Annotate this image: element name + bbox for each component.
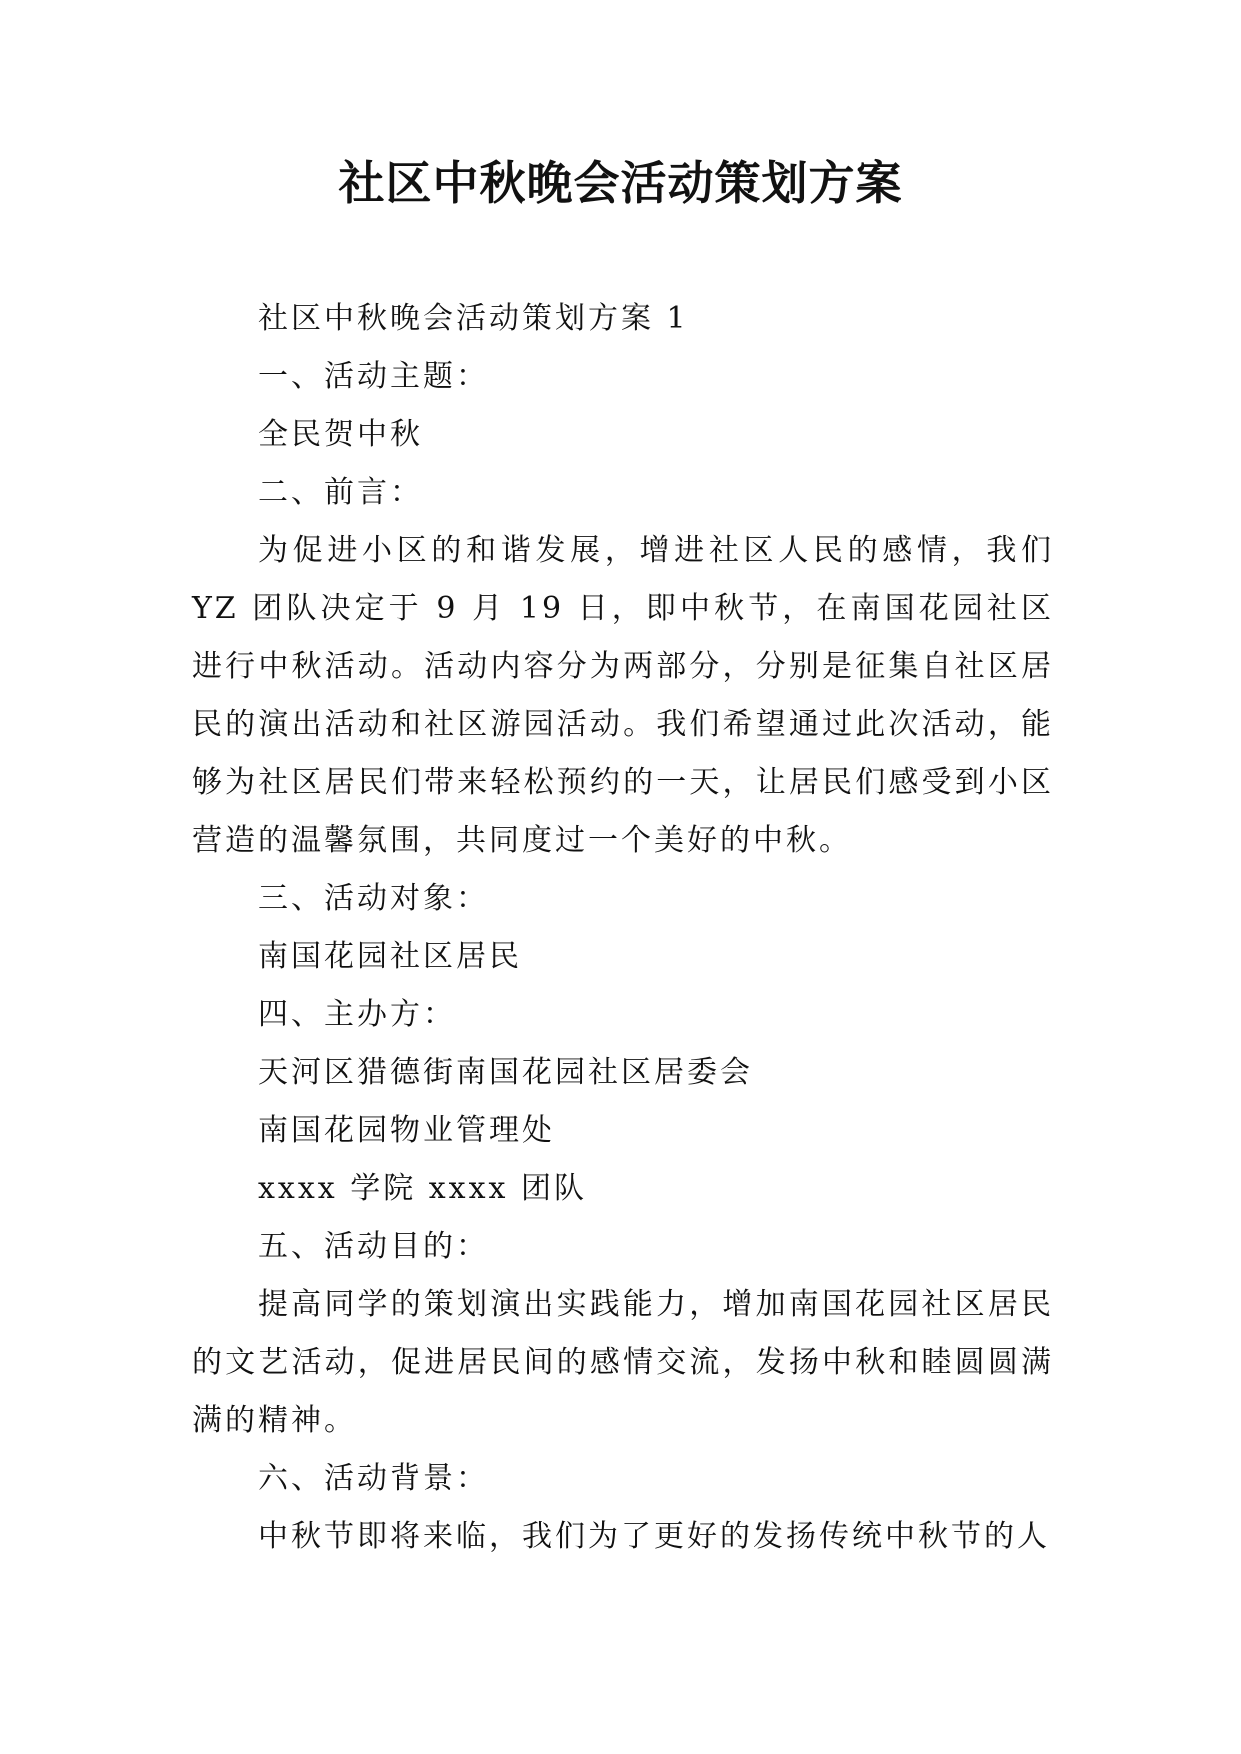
section-heading: 一、活动主题： bbox=[258, 359, 489, 394]
section-heading: 三、活动对象： bbox=[258, 881, 489, 916]
section-heading: 四、主办方： bbox=[258, 997, 456, 1032]
body-line: 天河区猎德街南国花园社区居委会 bbox=[258, 1055, 753, 1090]
body-line: 南国花园物业管理处 bbox=[258, 1113, 555, 1148]
section-heading: 社区中秋晚会活动策划方案 1 bbox=[258, 301, 689, 336]
body-line: 全民贺中秋 bbox=[258, 417, 423, 452]
document-body bbox=[192, 290, 1054, 1566]
body-line: xxxx 学院 xxxx 团队 bbox=[258, 1171, 587, 1206]
body-paragraph: 提高同学的策划演出实践能力，增加南国花园社区居民的文艺活动，促进居民间的感情交流，发扬中秋和睦圆圆满满的精神。 bbox=[192, 1287, 1054, 1438]
section-heading: 五、活动目的： bbox=[258, 1229, 489, 1264]
body-line: 南国花园社区居民 bbox=[258, 939, 522, 974]
body-paragraph: 中秋节即将来临，我们为了更好的发扬传统中秋节的人 bbox=[258, 1519, 1050, 1554]
section-heading: 二、前言： bbox=[258, 475, 423, 510]
section-heading: 六、活动背景： bbox=[258, 1461, 489, 1496]
document-title: 社区中秋晚会活动策划方案 bbox=[338, 156, 903, 210]
body-paragraph: 为促进小区的和谐发展，增进社区人民的感情，我们 YZ 团队决定于 9 月 19 日，即中秋节，在南国花园社区进行中秋活动。活动内容分为两部分，分别是征集自社区居民的演出活动和社区游园活动。我们希望通过此次活动，能够为社区居民们带来轻松预约的一天，让居民们感受到小区营造的温馨氛围，共同度过一个美好的中秋。 bbox=[192, 533, 1054, 858]
